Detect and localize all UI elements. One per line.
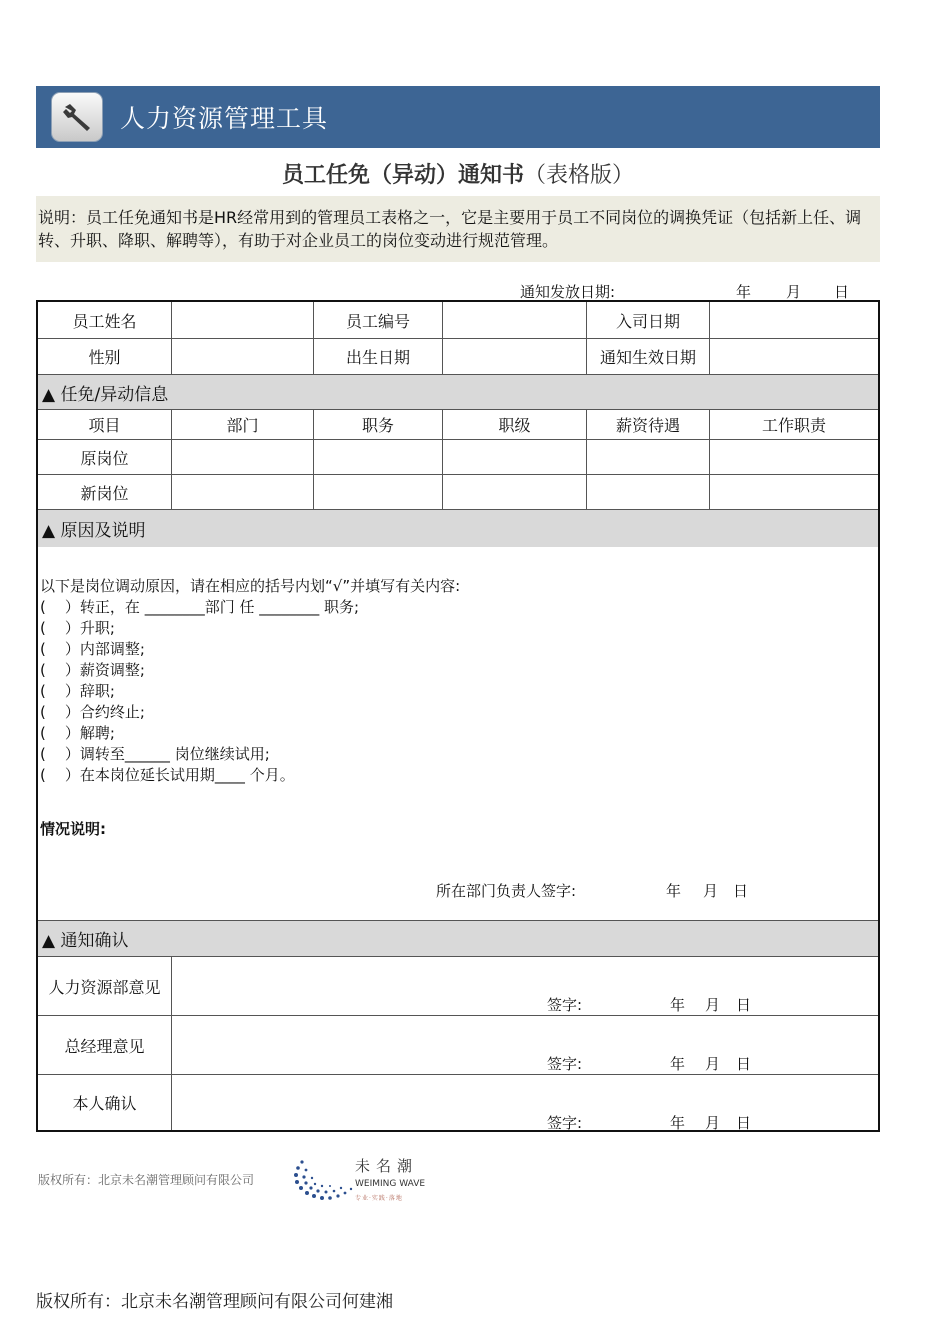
hr-sign-year: 年 xyxy=(670,996,686,1014)
notice-date-year: 年 xyxy=(736,283,752,301)
effective-date-label: 通知生效日期 xyxy=(587,339,710,374)
original-position-label: 原岗位 xyxy=(38,440,172,474)
hr-sign-label: 签字: xyxy=(547,996,583,1014)
col-item: 项目 xyxy=(38,410,172,439)
wave-logo-icon xyxy=(292,1148,354,1208)
reason-option-transfer-trial[interactable]: ( ）调转至______ 岗位继续试用; xyxy=(40,745,270,763)
self-confirm-field[interactable] xyxy=(172,1075,878,1130)
hr-opinion-label: 人力资源部意见 xyxy=(38,957,172,1015)
col-grade: 职级 xyxy=(443,410,587,439)
self-sign-year: 年 xyxy=(670,1114,686,1132)
reason-section-header: ▲ 原因及说明 xyxy=(38,510,878,547)
gm-sign-day: 日 xyxy=(736,1055,752,1073)
document-title xyxy=(36,158,880,189)
hire-date-field[interactable] xyxy=(710,302,878,338)
gm-sign-month: 月 xyxy=(705,1055,721,1073)
gender-field[interactable] xyxy=(172,339,314,374)
appointment-section-header: ▲ 任免/异动信息 xyxy=(38,375,878,409)
employee-name-label: 员工姓名 xyxy=(38,302,172,338)
original-duties-field[interactable] xyxy=(710,440,878,474)
original-title-field[interactable] xyxy=(314,440,443,474)
intro-text: 说明：员工任免通知书是HR经常用到的管理员工表格之一，它是主要用于员工不同岗位的调换凭证（包括新上任、调转、升职、降职、解聘等），有助于对企业员工的岗位变动进行规范管理。 xyxy=(36,196,880,262)
original-salary-field[interactable] xyxy=(587,440,710,474)
gm-opinion-row xyxy=(38,1016,878,1074)
employee-name-field[interactable] xyxy=(172,302,314,338)
dept-sign-month: 月 xyxy=(703,882,719,900)
notice-date-label: 通知发放日期: xyxy=(520,283,616,301)
hr-sign-month: 月 xyxy=(705,996,721,1014)
notice-date-month: 月 xyxy=(786,283,802,301)
header-banner xyxy=(36,86,880,148)
document-title-sub: （表格版） xyxy=(524,163,635,188)
notice-date-day: 日 xyxy=(834,283,850,301)
self-sign-label: 签字: xyxy=(547,1114,583,1132)
gm-sign-label: 签字: xyxy=(547,1055,583,1073)
new-department-field[interactable] xyxy=(172,475,314,509)
hr-opinion-field[interactable] xyxy=(172,957,878,1015)
logo-tagline: 专业·实践·落地 xyxy=(355,1195,403,1202)
self-confirm-label: 本人确认 xyxy=(38,1075,172,1130)
new-duties-field[interactable] xyxy=(710,475,878,509)
original-grade-field[interactable] xyxy=(443,440,587,474)
copyright-large: 版权所有：北京未名潮管理顾问有限公司何建湘 xyxy=(36,1292,393,1312)
new-salary-field[interactable] xyxy=(587,475,710,509)
document-title-main: 员工任免（异动）通知书 xyxy=(281,163,524,188)
gm-opinion-field[interactable] xyxy=(172,1016,878,1074)
employee-id-field[interactable] xyxy=(443,302,587,338)
reason-option-extend-probation[interactable]: ( ）在本岗位延长试用期____ 个月。 xyxy=(40,766,295,784)
company-logo xyxy=(292,1148,432,1208)
reason-list xyxy=(40,576,460,786)
wrench-icon xyxy=(51,92,103,142)
copyright-small: 版权所有：北京未名潮管理顾问有限公司 xyxy=(38,1173,255,1187)
basic-info-row-1 xyxy=(38,302,878,338)
reason-intro: 以下是岗位调动原因，请在相应的括号内划“√”并填写有关内容: xyxy=(40,577,461,595)
original-position-row xyxy=(38,440,878,474)
employee-id-label: 员工编号 xyxy=(314,302,443,338)
gm-sign-year: 年 xyxy=(670,1055,686,1073)
reason-option-promotion[interactable]: ( ）升职; xyxy=(40,619,115,637)
col-position: 职务 xyxy=(314,410,443,439)
birth-date-field[interactable] xyxy=(443,339,587,374)
gm-opinion-label: 总经理意见 xyxy=(38,1016,172,1074)
new-title-field[interactable] xyxy=(314,475,443,509)
dept-sign-year: 年 xyxy=(666,882,682,900)
hr-sign-day: 日 xyxy=(736,996,752,1014)
reason-option-resignation[interactable]: ( ）辞职; xyxy=(40,682,115,700)
self-confirm-row xyxy=(38,1075,878,1130)
reason-option-contract-end[interactable]: ( ）合约终止; xyxy=(40,703,145,721)
self-sign-day: 日 xyxy=(736,1114,752,1132)
reason-option-regularization[interactable]: ( ）转正，在 ________部门 任 ________ 职务; xyxy=(40,598,360,616)
logo-chinese-name: 未名潮 xyxy=(355,1157,419,1175)
basic-info-row-2 xyxy=(38,339,878,374)
col-salary: 薪资待遇 xyxy=(587,410,710,439)
situation-label: 情况说明: xyxy=(40,820,106,838)
reason-option-dismissal[interactable]: ( ）解聘; xyxy=(40,724,115,742)
appointment-column-headers xyxy=(38,410,878,439)
confirmation-section-header: ▲ 通知确认 xyxy=(38,921,878,956)
hire-date-label: 入司日期 xyxy=(587,302,710,338)
col-duties: 工作职责 xyxy=(761,416,826,435)
original-department-field[interactable] xyxy=(172,440,314,474)
reason-option-salary-adjustment[interactable]: ( ）薪资调整; xyxy=(40,661,145,679)
effective-date-field[interactable] xyxy=(710,339,878,374)
birth-date-label: 出生日期 xyxy=(314,339,443,374)
new-position-row xyxy=(38,475,878,509)
dept-head-sign-label: 所在部门负责人签字: xyxy=(436,882,577,900)
gender-label: 性别 xyxy=(38,339,172,374)
self-sign-month: 月 xyxy=(705,1114,721,1132)
reason-option-internal-adjustment[interactable]: ( ）内部调整; xyxy=(40,640,145,658)
new-position-label: 新岗位 xyxy=(38,475,172,509)
app-title: 人力资源管理工具 xyxy=(120,104,329,133)
hr-opinion-row xyxy=(38,957,878,1015)
dept-sign-day: 日 xyxy=(733,882,749,900)
logo-english-name: WEIMING WAVE xyxy=(355,1179,426,1189)
new-grade-field[interactable] xyxy=(443,475,587,509)
appointment-form xyxy=(36,300,880,1132)
col-department: 部门 xyxy=(172,410,314,439)
